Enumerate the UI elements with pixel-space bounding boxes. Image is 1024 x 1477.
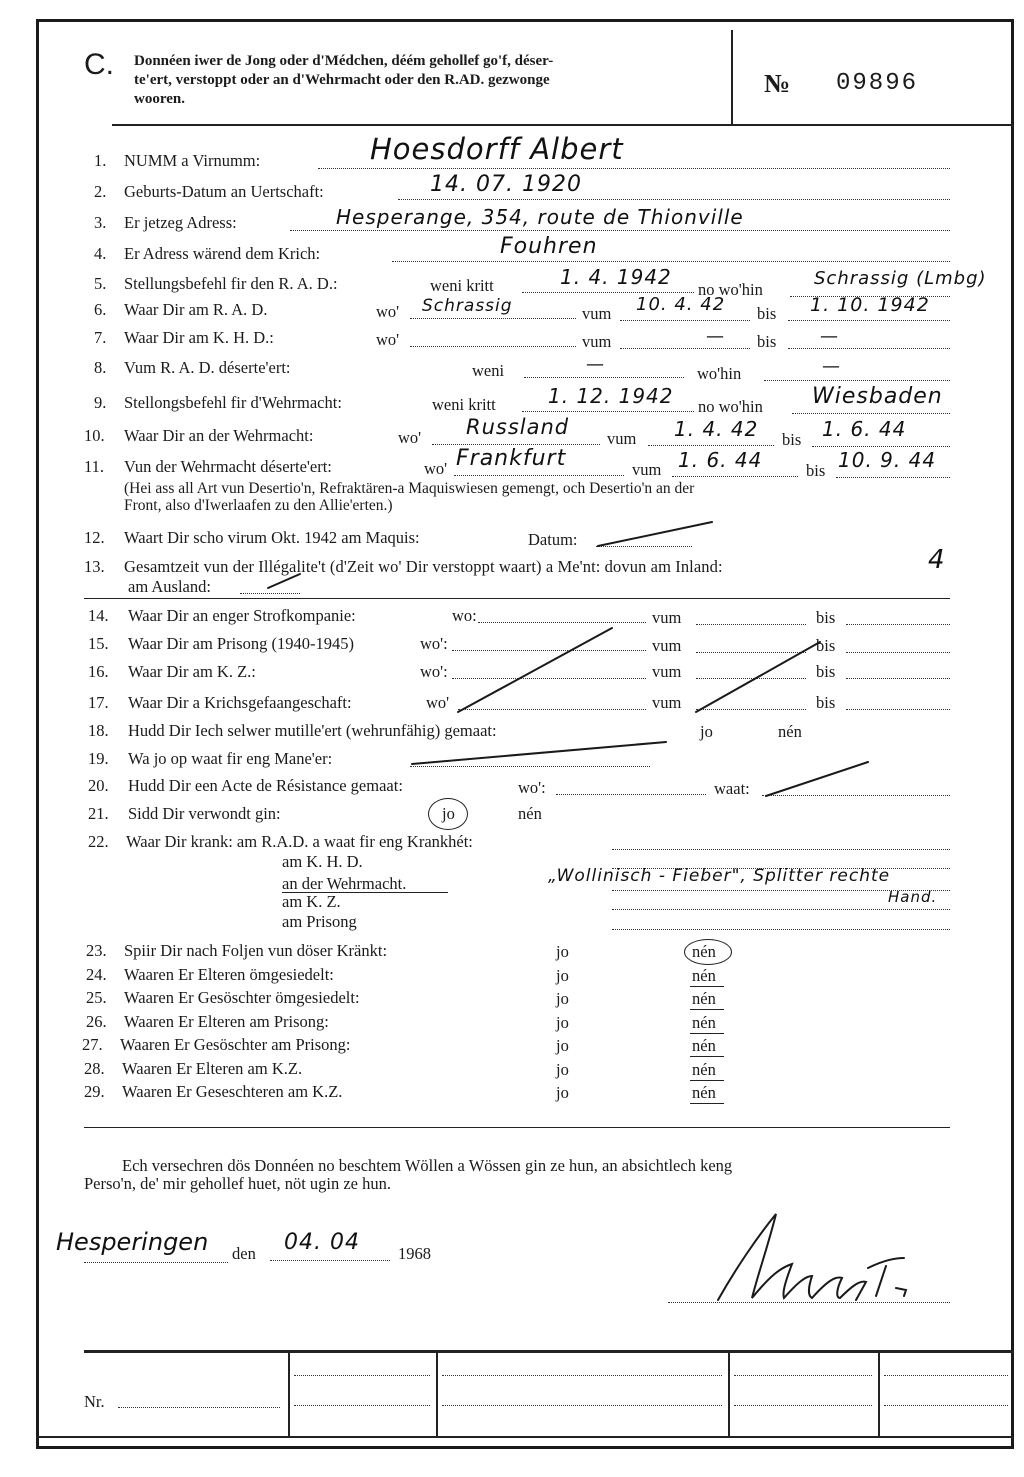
- row-23-yes[interactable]: jo: [556, 942, 569, 961]
- row-20-where-label: wo':: [518, 778, 546, 797]
- number-symbol: №: [764, 69, 791, 98]
- row-15-number: 15.: [88, 634, 109, 653]
- row-6-where-value: Schrassig: [422, 296, 513, 316]
- row-22-kz-label: am K. Z.: [282, 892, 341, 911]
- row-28-number: 28.: [84, 1059, 105, 1078]
- row-15-where-label: wo':: [420, 634, 448, 653]
- row-27-number: 27.: [82, 1035, 103, 1054]
- row-15-label: Waar Dir am Prisong (1940-1945): [128, 634, 354, 653]
- row-20-strike: [766, 762, 868, 796]
- row-11-where-label: wo': [424, 459, 448, 478]
- row-8-number: 8.: [94, 358, 107, 377]
- row-8-label: Vum R. A. D. déserte'ert:: [124, 358, 291, 377]
- row-14-where-label: wo:: [452, 606, 477, 625]
- row-11-where-value: Frankfurt: [456, 446, 567, 471]
- row-25-no[interactable]: nén: [692, 989, 716, 1008]
- row-10-from-label: vum: [607, 429, 637, 448]
- row-6-number: 6.: [94, 300, 107, 319]
- row-3-label: Er jetzeg Adress:: [124, 213, 237, 232]
- row-7-label: Waar Dir am K. H. D.:: [124, 328, 274, 347]
- row-14-from-label: vum: [652, 608, 682, 627]
- row-22-wehrmacht-label: an der Wehrmacht.: [282, 874, 407, 893]
- row-9-when-value: 1. 12. 1942: [548, 384, 674, 408]
- row-10-number: 10.: [84, 426, 105, 445]
- row-9-where-label: no wo'hin: [698, 397, 763, 416]
- row-19-strike: [412, 742, 666, 764]
- row-6-from-label: vum: [582, 304, 612, 323]
- row-13-abroad-label: am Ausland:: [128, 577, 211, 596]
- row-24-yes[interactable]: jo: [556, 966, 569, 985]
- row-21-label: Sidd Dir verwondt gin:: [128, 804, 281, 823]
- signature-den: den: [232, 1244, 256, 1263]
- row-22-wehrmacht-value-2: Hand.: [888, 888, 938, 906]
- row-2-label: Geburts-Datum an Uertschaft:: [124, 182, 324, 201]
- row-23-no[interactable]: nén: [692, 942, 716, 961]
- row-21-number: 21.: [88, 804, 109, 823]
- row-25-yes[interactable]: jo: [556, 989, 569, 1008]
- header-line-1: Donnéen iwer de Jong oder d'Médchen, déém gehollef go'f, déser-: [134, 53, 554, 69]
- row-10-where-label: wo': [398, 428, 422, 447]
- row-18-no[interactable]: nén: [778, 722, 802, 741]
- row-18-label: Hudd Dir Iech selwer mutille'ert (wehrunfähig) gemaat:: [128, 721, 497, 740]
- row-22-wehrmacht-value: „Wollinisch - Fieber", Splitter rechte: [548, 866, 891, 886]
- row-17-where-label: wo': [426, 693, 450, 712]
- row-19-label: Wa jo op waat fir eng Mane'er:: [128, 749, 333, 768]
- row-11-note-line-1: (Hei ass all Art vun Desertio'n, Refraktären-a Maquiswiesen gemengt, och Desertio'n an der: [124, 480, 695, 497]
- row-10-to-value: 1. 6. 44: [822, 417, 907, 441]
- row-14-number: 14.: [88, 606, 109, 625]
- row-7-from-value: —: [706, 326, 725, 347]
- row-20-what-label: waat:: [714, 779, 750, 798]
- row-17-to-label: bis: [816, 693, 836, 712]
- row-29-number: 29.: [84, 1082, 105, 1101]
- row-27-no[interactable]: nén: [692, 1036, 716, 1055]
- row-6-where-label: wo': [376, 302, 400, 321]
- row-26-number: 26.: [86, 1012, 107, 1031]
- row-6-label: Waar Dir am R. A. D.: [124, 300, 268, 319]
- row-16-label: Waar Dir am K. Z.:: [128, 662, 256, 681]
- row-26-label: Waaren Er Elteren am Prisong:: [124, 1012, 329, 1031]
- row-22-prisong-label: am Prisong: [282, 912, 357, 931]
- row-5-when-value: 1. 4. 1942: [560, 265, 672, 289]
- declaration-line-1: Ech versechren dös Donnéen no beschtem Wöllen a Wössen gin ze hun, an absichtlech keng: [122, 1156, 733, 1175]
- row-20-label: Hudd Dir een Acte de Résistance gemaat:: [128, 776, 403, 795]
- row-13-label: Gesamtzeit vun der Illégalite't (d'Zeit wo' Dir verstoppt waart) a Me'nt: dovun am Inland:: [124, 557, 723, 576]
- row-8-where-value: —: [822, 356, 841, 377]
- row-11-to-label: bis: [806, 461, 826, 480]
- row-2-value: 14. 07. 1920: [430, 172, 582, 197]
- row-13-inland-value: 4: [928, 545, 946, 575]
- row-16-from-label: vum: [652, 662, 682, 681]
- row-16-to-label: bis: [816, 662, 836, 681]
- row-16-number: 16.: [88, 662, 109, 681]
- row-29-no[interactable]: nén: [692, 1083, 716, 1102]
- row-4-number: 4.: [94, 244, 107, 263]
- row-2-number: 2.: [94, 182, 107, 201]
- row-26-yes[interactable]: jo: [556, 1013, 569, 1032]
- row-24-number: 24.: [86, 965, 107, 984]
- row-12-date-label: Datum:: [528, 530, 578, 549]
- row-16-where-label: wo':: [420, 662, 448, 681]
- row-10-to-label: bis: [782, 430, 802, 449]
- row-24-no[interactable]: nén: [692, 966, 716, 985]
- row-8-when-value: —: [586, 354, 605, 375]
- row-26-no[interactable]: nén: [692, 1013, 716, 1032]
- row-14-to-label: bis: [816, 608, 836, 627]
- row-22-number: 22.: [88, 832, 109, 851]
- row-18-number: 18.: [88, 721, 109, 740]
- row-11-from-value: 1. 6. 44: [678, 448, 763, 472]
- row-11-note-line-2: Front, also d'Iwerlaafen zu den Allie'erten.): [124, 497, 393, 514]
- declaration-line-2: Perso'n, de' mir gehollef huet, nöt ugin ze hun.: [84, 1174, 392, 1193]
- row-23-label: Spiir Dir nach Foljen vun döser Kränkt:: [124, 941, 388, 960]
- row-10-label: Waar Dir an der Wehrmacht:: [124, 426, 314, 445]
- header-line-2: te'ert, verstoppt oder an d'Wehrmacht oder den R.AD. gezwonge: [134, 72, 550, 88]
- row-5-where-value: Schrassig (Lmbg): [814, 268, 987, 289]
- form-number: 09896: [836, 70, 919, 97]
- row-17-label: Waar Dir a Krichsgefaangeschaft:: [128, 693, 352, 712]
- row-17-from-label: vum: [652, 693, 682, 712]
- row-13-number: 13.: [84, 557, 105, 576]
- row-12-label: Waart Dir scho virum Okt. 1942 am Maquis:: [124, 528, 420, 547]
- row-5-label: Stellungsbefehl fir den R. A. D.:: [124, 274, 338, 293]
- row-18-yes[interactable]: jo: [700, 722, 713, 741]
- row-27-label: Waaren Er Gesöschter am Prisong:: [120, 1035, 351, 1054]
- row-7-where-label: wo': [376, 330, 400, 349]
- row-3-number: 3.: [94, 213, 107, 232]
- row-29-yes[interactable]: jo: [556, 1083, 569, 1102]
- row-7-to-value: —: [820, 326, 839, 347]
- row-22-khd-label: am K. H. D.: [282, 852, 363, 871]
- section-letter: C.: [84, 48, 114, 81]
- row-11-number: 11.: [84, 457, 105, 476]
- row-12-number: 12.: [84, 528, 105, 547]
- handwritten-signature: [718, 1214, 906, 1300]
- row-15-17-strike-where: [458, 628, 612, 712]
- row-25-number: 25.: [86, 988, 107, 1007]
- row-29-label: Waaren Er Geseschteren am K.Z.: [122, 1082, 343, 1101]
- row-24-label: Waaren Er Elteren ömgesiedelt:: [124, 965, 334, 984]
- row-19-number: 19.: [88, 749, 109, 768]
- row-15-to-label: bis: [816, 636, 836, 655]
- row-6-to-value: 1. 10. 1942: [810, 294, 930, 316]
- row-21-yes[interactable]: jo: [442, 804, 455, 823]
- row-21-no[interactable]: nén: [518, 804, 542, 823]
- row-9-where-value: Wiesbaden: [812, 384, 943, 409]
- row-6-from-value: 10. 4. 42: [636, 294, 726, 315]
- row-13-abroad-strike: [268, 574, 300, 588]
- row-25-label: Waaren Er Gesöschter ömgesiedelt:: [124, 988, 360, 1007]
- signature-date: 04. 04: [284, 1230, 360, 1255]
- row-28-no[interactable]: nén: [692, 1060, 716, 1079]
- row-15-from-label: vum: [652, 636, 682, 655]
- row-8-where-label: wo'hin: [697, 364, 742, 383]
- row-7-from-label: vum: [582, 332, 612, 351]
- row-22-label: Waar Dir krank: am R.A.D. a waat fir eng Krankhét:: [126, 832, 473, 851]
- row-7-to-label: bis: [757, 332, 777, 351]
- row-12-strike: [598, 522, 712, 546]
- row-28-label: Waaren Er Elteren am K.Z.: [122, 1059, 303, 1078]
- row-23-number: 23.: [86, 941, 107, 960]
- row-10-from-value: 1. 4. 42: [674, 417, 759, 441]
- row-1-number: 1.: [94, 151, 107, 170]
- row-4-value: Fouhren: [500, 234, 598, 259]
- row-14-label: Waar Dir an enger Strofkompanie:: [128, 606, 356, 625]
- row-20-number: 20.: [88, 776, 109, 795]
- row-9-when-label: weni kritt: [432, 395, 496, 414]
- footer-nr-label: Nr.: [84, 1392, 105, 1411]
- row-3-value: Hesperange, 354, route de Thionville: [336, 205, 744, 229]
- row-11-label: Vun der Wehrmacht déserte'ert:: [124, 457, 332, 476]
- row-5-when-label: weni kritt: [430, 276, 494, 295]
- row-1-value: Hoesdorff Albert: [370, 132, 624, 166]
- row-11-to-value: 10. 9. 44: [838, 448, 937, 472]
- row-8-when-label: weni: [472, 361, 505, 380]
- signature-year: 1968: [398, 1244, 431, 1263]
- row-15-17-strike-to: [696, 642, 820, 712]
- row-5-where-label: no wo'hin: [698, 280, 763, 299]
- row-11-from-label: vum: [632, 460, 662, 479]
- row-9-label: Stellongsbefehl fir d'Wehrmacht:: [124, 393, 342, 412]
- row-9-number: 9.: [94, 393, 107, 412]
- row-6-to-label: bis: [757, 304, 777, 323]
- row-10-where-value: Russland: [466, 415, 570, 439]
- row-7-number: 7.: [94, 328, 107, 347]
- row-1-label: NUMM a Virnumm:: [124, 151, 261, 170]
- header-line-3: wooren.: [134, 91, 185, 107]
- signature-place: Hesperingen: [56, 1228, 209, 1256]
- row-28-yes[interactable]: jo: [556, 1060, 569, 1079]
- row-17-number: 17.: [88, 693, 109, 712]
- row-27-yes[interactable]: jo: [556, 1036, 569, 1055]
- row-4-label: Er Adress wärend dem Krich:: [124, 244, 321, 263]
- row-5-number: 5.: [94, 274, 107, 293]
